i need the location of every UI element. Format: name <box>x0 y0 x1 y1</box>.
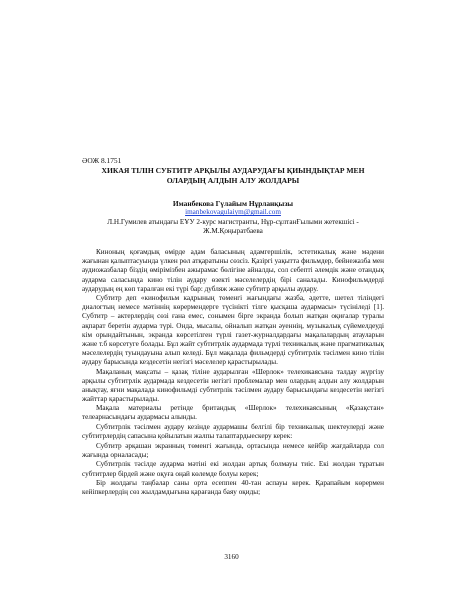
paragraph-subtitle-definition: Субтитр деп «кинофильм кадрының төменгі жағындағы жазба, әдетте, шетел тіліндегі диалогтың немесе мәтіннің көрермендерге түсінікті тілге қысқаша аудармасы» түсініледі [1]. Субтитр – актерлердің сөзі ғана емес, сонымен бірге экранда болып жатқан оқиғалар туралы ақпарат беретін аударма түрі. Онда, мысалы, ойналып жатқан әуеннің, музыкалық сүйемелдеуді кім орындайтынын, экранда көрсетілген түрлі газет-журналдардағы мақалалардың атауларын және т.б көрсетуге болады. Бұл жайт субтитрлік аудармада түрлі техникалық және прагматикалық мәселелердің туындауына алып келеді. Бұл мақалада фильмдерді субтитрлік тәсілмен кино тілін аудару барысында кездесетін негізгі мәселелер қарастырылады. <box>82 294 384 366</box>
author-email-link[interactable]: imanbekovagulaiym@gmail.com <box>185 208 281 217</box>
paragraph-material: Мақала материалы ретінде британдық «Шерлок» телехикаясының «Қазақстан» телеарнасындағы аудармасы алынды. <box>82 404 384 422</box>
author-name: Иманбекова Гүлайым Нұрланқызы <box>172 199 294 209</box>
paragraph-requirements: Субтитрлік тәсілмен аудару кезінде аудармашы белгілі бір техникалық шектеулерді және субтитрлердің сапасына қойылатын жалпы талаптардыескеру керек: <box>82 423 384 441</box>
article-body <box>82 248 384 497</box>
paragraph-requirement-lines: Субтитрлік тәсілде аударма мәтіні екі жолдан артық болмауы тиіс. Екі жолдан тұратын субтитрлер бірдей және оқуға оңай көлемде болуы керек; <box>82 460 384 478</box>
page-number: 3160 <box>224 553 239 561</box>
affiliation-line-2: Ж.М.Қоңыратбаева <box>203 227 263 236</box>
paragraph-requirement-characters: Бір жолдағы таңбалар саны орта есеппен 40-тан аспауы керек. Қарапайым көрермен кейіпкерлердің сөз жылдамдығына қарағанда баяу оқиды; <box>82 479 384 497</box>
article-title <box>82 166 384 185</box>
affiliation-line-1: Л.Н.Гумилев атындағы ЕҰУ 2-курс магистранты, Нұр-сұлтанҒылыми жетекшісі - <box>107 218 359 227</box>
paragraph-requirement-position: Субтитр әрқашан экранның төменгі жағында, ортасында немесе кейбір жағдайларда сол жағында орналасады; <box>82 441 384 459</box>
title-line-1: ХИКАЯ ТІЛІН СУБТИТР АРҚЫЛЫ АУДАРУДАҒЫ ҚИЫНДЫҚТАР МЕН <box>101 166 365 176</box>
title-line-2: ОЛАРДЫҢ АЛДЫН АЛУ ЖОЛДАРЫ <box>166 175 300 185</box>
paragraph-intro: Киноның қоғамдық өмірде адам баласының адамгершілік, эстетикалық және мәдени жағынан қалыптасуында үлкен рөл атқаратыны сөзсіз. Қазіргі уақытта фильмдер, бейнежазба мен аудиожазбалар біздің өмірімізбен ажырамас бөлігіне айналды, сол себепті әлемдік және отандық аударма саласында кино тілін аудару өзекті мәселелердің бірі саналады. Кинофильмдерді аударудың ең көп таралған екі түрі бар: дубляж және субтитр арқылы аудару. <box>82 248 384 293</box>
paragraph-aim: Мақаланың мақсаты – қазақ тіліне аударылған «Шерлок» телехикаясына талдау жүргізу арқылы субтитрлік аудармада кездесетін негізгі проблемалар мен олардың алдын алу жолдарын анықтау, яғни мақалада кинофильмді субтитрлік тәсілмен аудару барысындағы кездесетін негізгі жайттар қарастырылады. <box>82 367 384 403</box>
author-affiliation <box>82 218 384 236</box>
udc-code: ӘОЖ 8.1751 <box>82 156 122 165</box>
article-content <box>82 156 384 497</box>
